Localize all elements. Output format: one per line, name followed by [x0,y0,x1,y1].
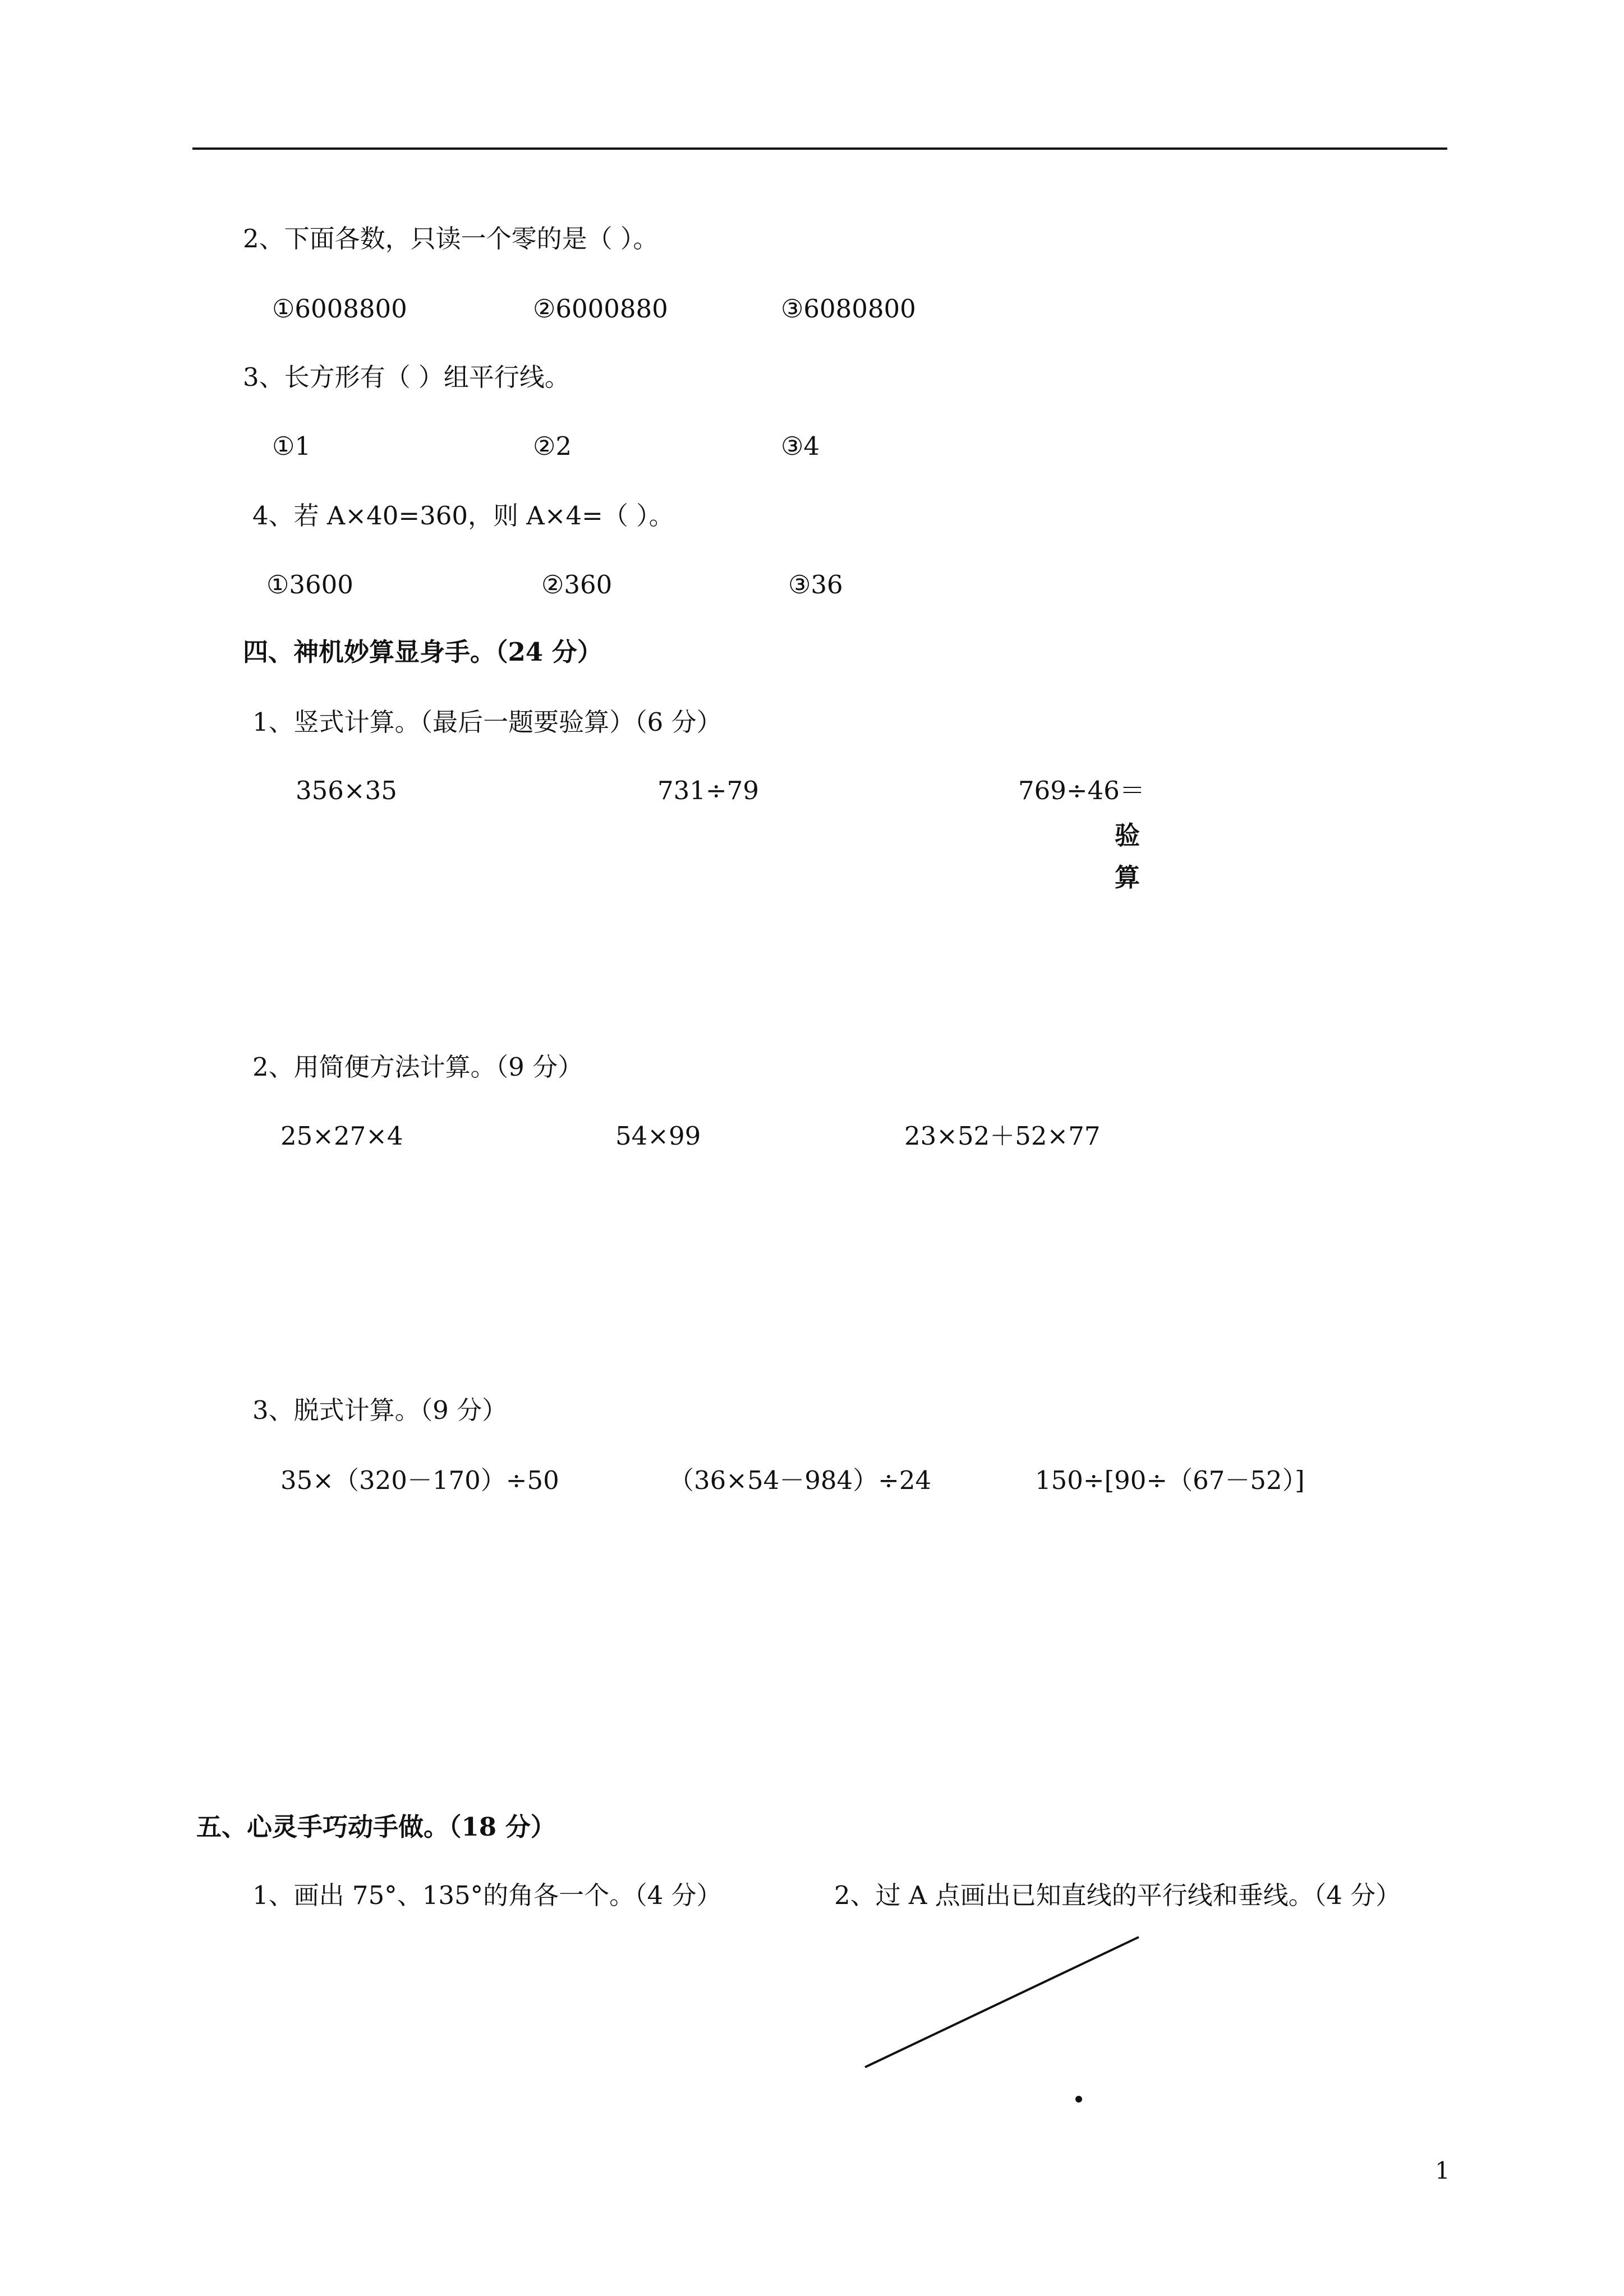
page-number: 1 [1435,2157,1450,2184]
header-rule [192,147,1447,150]
question-4: 4、若 A×40=360，则 A×4=（ ）。 [252,501,674,531]
point-a [1075,2096,1082,2103]
q3-option-1: ①1 [272,431,311,461]
q4-option-3: ③36 [788,570,843,600]
step-calc-title: 3、脱式计算。（9 分） [252,1395,508,1425]
q2-option-1: ①6008800 [272,294,407,324]
vertical-calc-item-2: 731÷79 [657,776,759,805]
line-and-point-figure [841,1918,1178,2114]
vertical-calc-title: 1、竖式计算。（最后一题要验算）（6 分） [252,707,722,737]
step-calc-item-3: 150÷[90÷（67－52）] [1035,1465,1305,1495]
parallel-perpendicular-question: 2、过 A 点画出已知直线的平行线和垂线。（4 分） [834,1880,1401,1910]
given-line [865,1937,1139,2067]
section-4-title: 四、神机妙算显身手。（24 分） [243,637,602,667]
question-2: 2、下面各数，只读一个零的是（ ）。 [243,224,659,253]
q4-option-2: ②360 [541,570,613,600]
section-5-title: 五、心灵手巧动手做。（18 分） [196,1812,556,1842]
simplified-calc-item-2: 54×99 [615,1121,701,1151]
q2-option-2: ②6000880 [533,294,668,324]
check-label-1: 验 [1115,820,1140,850]
vertical-calc-item-1: 356×35 [296,776,397,805]
q3-option-2: ②2 [533,431,572,461]
q4-option-1: ①3600 [266,570,353,600]
simplified-calc-item-3: 23×52＋52×77 [904,1121,1101,1151]
draw-angles-question: 1、画出 75°、135°的角各一个。（4 分） [252,1880,722,1910]
check-label-2: 算 [1115,863,1140,892]
q2-option-3: ③6080800 [781,294,916,324]
q3-option-3: ③4 [781,431,820,461]
simplified-calc-title: 2、用简便方法计算。（9 分） [252,1052,583,1082]
step-calc-item-2: （36×54－984）÷24 [669,1465,932,1495]
vertical-calc-item-3: 769÷46＝ [1018,776,1145,805]
step-calc-item-1: 35×（320－170）÷50 [280,1465,559,1495]
simplified-calc-item-1: 25×27×4 [280,1121,403,1151]
question-3: 3、长方形有（ ）组平行线。 [243,362,570,392]
